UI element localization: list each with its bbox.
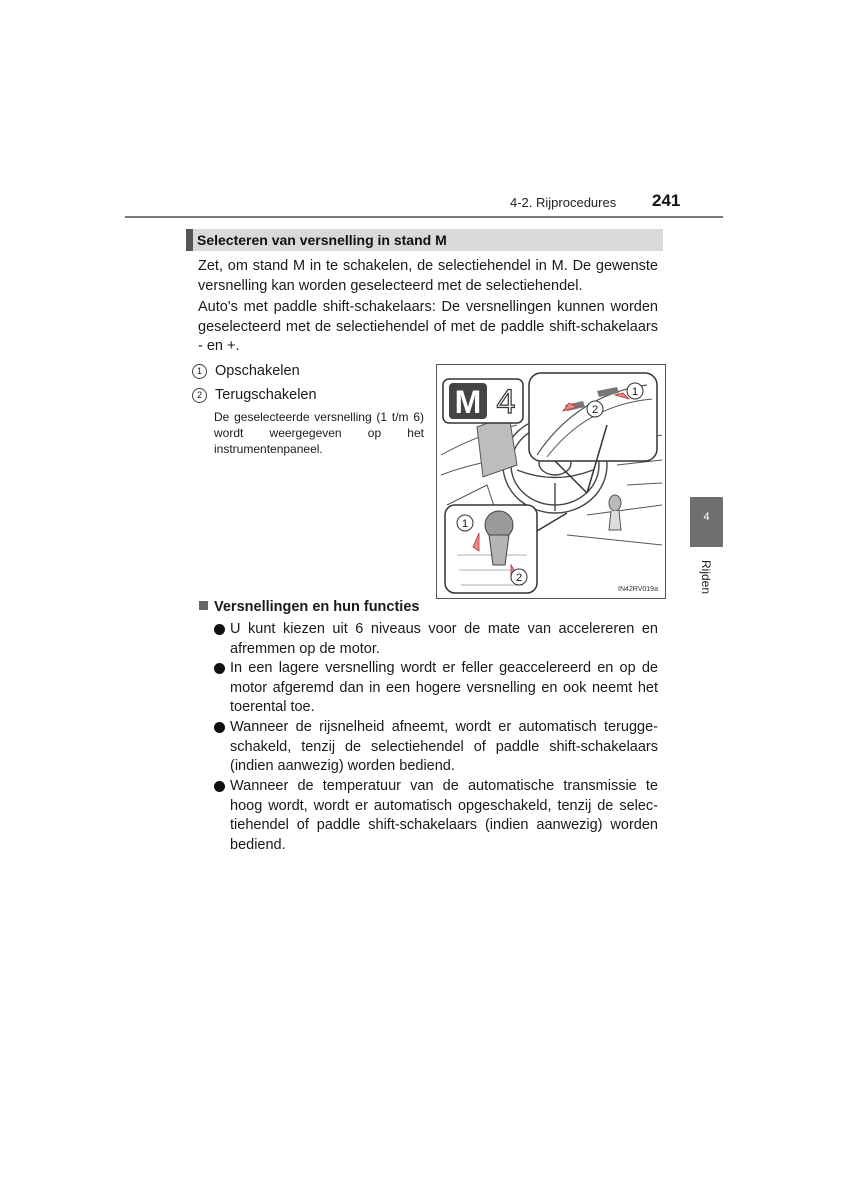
list-item-upshift	[192, 362, 300, 381]
bullet-item	[214, 777, 658, 855]
callout-2-paddle: 2	[591, 404, 599, 416]
page-number: 241	[652, 191, 681, 210]
bullet-text: Wanneer de rijsnelheid afneemt, wordt er automatisch terugge-schakeld, tenzij de selectiehendel of paddle shift-schakelaars (indien aanwezig) worden bediend.	[230, 719, 658, 774]
shift-illustration	[436, 364, 666, 599]
figure-code: IN42RV019a	[618, 586, 658, 593]
callout-1-paddle: 1	[631, 386, 639, 398]
bullet-dot-icon	[214, 624, 225, 635]
shifter-detail	[445, 505, 567, 593]
paragraph-intro: Zet, om stand M in te schakelen, de selectiehendel in M. De gewenste versnelling kan worden geselecteerd met de selectiehendel.	[198, 258, 658, 294]
callout-number-2: 2	[192, 388, 207, 403]
callout-2-shifter: 2	[515, 572, 523, 584]
section-heading	[186, 229, 663, 251]
running-header-section: 4-2. Rijprocedures	[510, 195, 617, 210]
square-bullet-icon	[199, 601, 208, 610]
gear-display-letter: M	[454, 384, 482, 420]
list-item-label: Terugschakelen	[215, 387, 317, 403]
bullet-dot-icon	[214, 663, 225, 674]
paddle-detail	[529, 373, 657, 461]
bullet-dot-icon	[214, 722, 225, 733]
bullet-text: U kunt kiezen uit 6 niveaus voor de mate van accelereren en afremmen op de motor.	[230, 621, 658, 657]
chapter-tab	[690, 497, 723, 547]
gear-display-box	[443, 379, 523, 423]
bullet-item	[214, 718, 658, 777]
shift-illustration-svg	[437, 365, 665, 598]
bullet-dot-icon	[214, 781, 225, 792]
bullet-item	[214, 620, 658, 659]
section-heading-text: Selecteren van versnelling in stand M	[197, 232, 447, 248]
callout-number-1: 1	[192, 364, 207, 379]
bullet-text: Wanneer de temperatuur van de automatische transmissie te hoog wordt, wordt er automatisch opgeschakeld, tenzij de selec-tiehendel of paddle shift-schakelaars (indien aanwezig) worden bediend.	[230, 778, 658, 853]
list-item-downshift	[192, 386, 317, 405]
chapter-tab-number: 4	[703, 511, 710, 523]
subheading-text: Versnellingen en hun functies	[214, 599, 420, 615]
chapter-tab-label: Rijden	[699, 559, 713, 595]
header-rule	[125, 216, 723, 218]
section-heading-marker	[186, 229, 193, 251]
gear-display-number: 4	[496, 383, 516, 421]
gear-display-note: De geselecteerde versnelling (1 t/m 6) wordt weergegeven op het instrumentenpaneel.	[214, 410, 424, 456]
bullet-item	[214, 659, 658, 718]
callout-1-shifter: 1	[461, 518, 469, 530]
bullet-text: In een lagere versnelling wordt er feller geaccelereerd en op de motor afgeremd dan in een hogere versnelling en ook neemt het toerental toe.	[230, 660, 658, 715]
subheading	[199, 599, 419, 615]
paragraph-paddle-shift: Auto's met paddle shift-schakelaars: De versnellingen kunnen worden geselecteerd met de selectiehendel of met de paddle shift-schakelaars - en +.	[198, 299, 658, 354]
list-item-label: Opschakelen	[215, 363, 300, 379]
